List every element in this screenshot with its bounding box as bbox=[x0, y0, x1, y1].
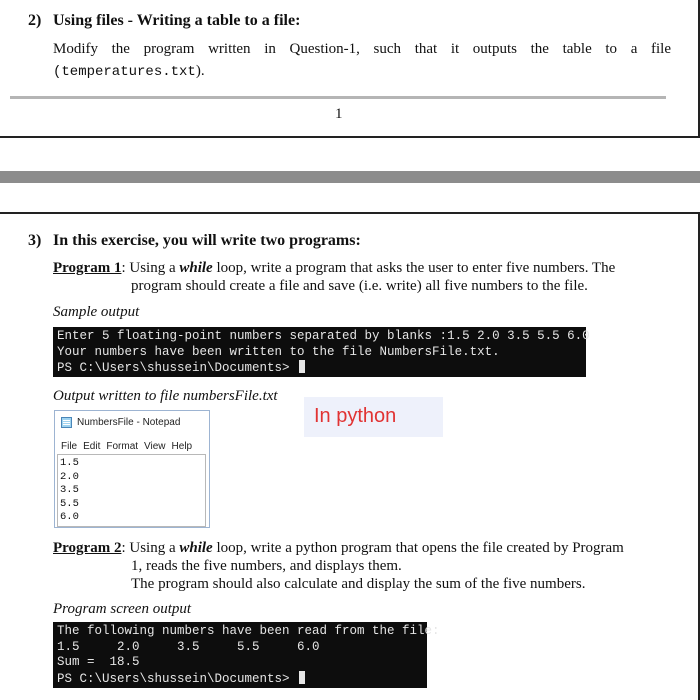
notepad-line: 6.0 bbox=[60, 511, 79, 523]
q2-body-line1 bbox=[53, 38, 671, 60]
sample-output-label: Sample output bbox=[53, 304, 140, 320]
notepad-line: 3.5 bbox=[60, 484, 79, 496]
program1-label: Program 1 bbox=[53, 260, 122, 276]
console2-line: Sum = 18.5 bbox=[57, 655, 140, 669]
menu-file[interactable]: File bbox=[61, 441, 78, 452]
menu-format[interactable]: Format bbox=[106, 441, 139, 452]
program2-label: Program 2 bbox=[53, 540, 122, 556]
page-1 bbox=[0, 0, 700, 138]
q3-title: In this exercise, you will write two programs: bbox=[53, 232, 361, 249]
q2-body-line2 bbox=[53, 60, 205, 83]
screen-output-label: Program screen output bbox=[53, 601, 192, 617]
q2-body-end: ). bbox=[195, 63, 205, 79]
q2-filename: (temperatures.txt bbox=[53, 64, 196, 80]
q2-body-part1: Modify the program written in Question-1, such that it outputs the table to a file bbox=[53, 41, 671, 57]
program2-text-c: 1, reads the five numbers, and displays them. bbox=[131, 558, 402, 574]
console2-line: 1.5 2.0 3.5 5.5 6.0 bbox=[57, 639, 320, 654]
program1-text-b: loop, write a program that asks the user to enter five numbers. The bbox=[212, 260, 616, 276]
program2-text-d: The program should also calculate and display the sum of the five numbers. bbox=[131, 576, 586, 592]
notepad-icon bbox=[61, 417, 72, 428]
page-number: 1 bbox=[335, 106, 343, 122]
notepad-line: 5.5 bbox=[60, 497, 79, 510]
output-written-label: Output written to file numbersFile.txt bbox=[53, 388, 278, 404]
q2-number: 2) bbox=[28, 12, 42, 29]
notepad-line: 2.0 bbox=[60, 470, 79, 483]
program2-text-b: loop, write a python program that opens the file created by Program bbox=[212, 540, 624, 556]
notepad-text-area[interactable] bbox=[57, 454, 206, 527]
console2-line: PS C:\Users\shussein\Documents> bbox=[57, 671, 298, 686]
program1-text-a: : Using a bbox=[121, 260, 180, 276]
console-output-2 bbox=[53, 622, 440, 688]
menu-edit[interactable]: Edit bbox=[83, 441, 101, 452]
console-output-1 bbox=[53, 327, 590, 377]
program2-text-a: : Using a bbox=[121, 540, 180, 556]
console1-line: PS C:\Users\shussein\Documents> bbox=[57, 361, 298, 375]
python-label: In python bbox=[314, 405, 397, 427]
notepad-title: NumbersFile - Notepad bbox=[77, 417, 181, 428]
cursor-icon bbox=[299, 360, 305, 373]
horizontal-rule bbox=[10, 96, 666, 99]
program1-keyword: while bbox=[179, 260, 213, 276]
python-note bbox=[304, 397, 443, 437]
program1-text-c: program should create a file and save (i.e. write) all five numbers to the file. bbox=[131, 278, 588, 294]
q2-title: Using files - Writing a table to a file: bbox=[53, 12, 301, 29]
menu-view[interactable]: View bbox=[144, 441, 166, 452]
menu-help[interactable]: Help bbox=[171, 441, 193, 452]
notepad-menu-bar bbox=[61, 441, 192, 452]
cursor-icon bbox=[299, 671, 305, 684]
page-separator bbox=[0, 171, 700, 183]
notepad-line: 1.5 bbox=[60, 457, 79, 469]
console2-line: The following numbers have been read from the file: bbox=[57, 624, 440, 638]
q3-number: 3) bbox=[28, 232, 42, 249]
notepad-window bbox=[54, 410, 210, 528]
console1-line: Your numbers have been written to the file NumbersFile.txt. bbox=[57, 344, 500, 359]
console1-line: Enter 5 floating-point numbers separated by blanks :1.5 2.0 3.5 5.5 6.0 bbox=[57, 329, 590, 343]
program2-keyword: while bbox=[179, 540, 213, 556]
